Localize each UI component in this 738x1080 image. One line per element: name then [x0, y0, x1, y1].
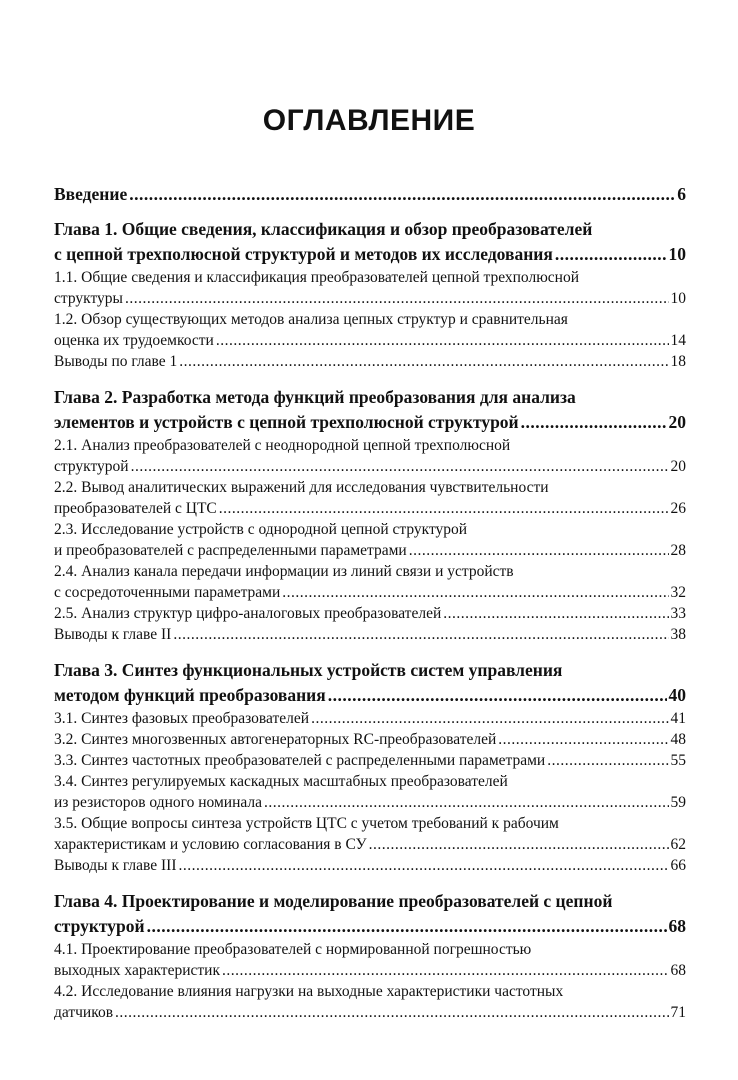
chapter-heading-line[interactable]: [54, 410, 686, 435]
toc-page-number: 66: [670, 857, 686, 874]
toc-page-number: 28: [670, 542, 686, 559]
dot-leader: [173, 624, 668, 645]
toc-section-line[interactable]: [54, 750, 686, 771]
toc-section-line[interactable]: [54, 603, 686, 624]
toc-page-number: 20: [668, 412, 686, 432]
toc-section-line[interactable]: 2.3. Исследование устройств с однородной цепной структурой: [54, 521, 468, 538]
toc-section-text: Выводы по главе 1: [54, 353, 178, 370]
dot-leader: [179, 855, 669, 876]
dot-leader: [498, 729, 668, 750]
dot-leader: [282, 582, 668, 603]
toc-section-line[interactable]: [54, 498, 686, 519]
toc-chapter-2: [54, 385, 686, 645]
toc-section-line[interactable]: 1.2. Обзор существующих методов анализа цепных структур и сравнительная: [54, 311, 568, 328]
toc-section-text: структуры: [54, 290, 123, 307]
toc-section-line[interactable]: [54, 288, 686, 309]
chapter-heading-line[interactable]: [54, 683, 686, 708]
toc-section-text: 3.1. Синтез фазовых преобразователей: [54, 710, 310, 727]
chapter-heading-line[interactable]: Глава 2. Разработка метода функций преобразования для анализа: [54, 387, 576, 407]
toc-page-number: 38: [670, 626, 686, 643]
toc-page-number: 26: [670, 500, 686, 517]
toc-section-line[interactable]: 4.1. Проектирование преобразователей с нормированной погрешностью: [54, 941, 532, 958]
dot-leader: [216, 330, 669, 351]
toc-page-number: 6: [677, 184, 686, 204]
toc-page-number: 18: [670, 353, 686, 370]
toc-section-text: с сосредоточенными параметрами: [54, 584, 281, 601]
toc-section-line[interactable]: [54, 540, 686, 561]
toc-page-number: 68: [668, 916, 686, 936]
toc-section-text: 3.3. Синтез частотных преобразователей с распределенными параметрами: [54, 752, 546, 769]
toc-page-number: 32: [670, 584, 686, 601]
toc-section-line[interactable]: [54, 708, 686, 729]
chapter-heading-line[interactable]: Глава 1. Общие сведения, классификация и обзор преобразователей: [54, 219, 593, 239]
toc-section-line[interactable]: 3.4. Синтез регулируемых каскадных масштабных преобразователей: [54, 773, 508, 790]
toc-section-line[interactable]: [54, 729, 686, 750]
chapter-heading-line[interactable]: Глава 3. Синтез функциональных устройств систем управления: [54, 660, 563, 680]
toc-page-number: 48: [670, 731, 686, 748]
toc-section-text: оценка их трудоемкости: [54, 332, 214, 349]
table-of-contents: [54, 182, 686, 1023]
toc-chapter-3: [54, 658, 686, 876]
chapter-heading-line[interactable]: [54, 242, 686, 267]
toc-section-line[interactable]: [54, 855, 686, 876]
toc-section-line[interactable]: [54, 582, 686, 603]
page-title: ОГЛАВЛЕНИЕ: [262, 104, 476, 137]
dot-leader: [409, 540, 669, 561]
chapter-heading-line[interactable]: [54, 914, 686, 939]
toc-section-text: выходных характеристик: [54, 962, 220, 979]
toc-section-text: из резисторов одного номинала: [54, 794, 263, 811]
toc-page-number: 20: [670, 458, 686, 475]
toc-section-text: преобразователей с ЦТС: [54, 500, 217, 517]
toc-section-line[interactable]: [54, 1002, 686, 1023]
toc-section-text: датчиков: [54, 1004, 114, 1021]
dot-leader: [115, 1002, 668, 1023]
toc-chapter-1: [54, 217, 686, 372]
toc-page-number: 71: [670, 1004, 686, 1021]
toc-section-text: Выводы к главе III: [54, 857, 177, 874]
dot-leader: [219, 498, 669, 519]
toc-page-number: 40: [668, 685, 686, 705]
dot-leader: [131, 456, 669, 477]
dot-leader: [547, 750, 668, 771]
toc-page-number: 14: [670, 332, 686, 349]
toc-section-text: 2.5. Анализ структур цифро-аналоговых преобразователей: [54, 605, 442, 622]
chapter-heading-text: методом функций преобразования: [54, 685, 326, 705]
toc-page-number: 41: [670, 710, 686, 727]
dot-leader: [125, 288, 669, 309]
toc-section-text: характеристикам и условию согласования в СУ: [54, 836, 367, 853]
toc-section-line[interactable]: 4.2. Исследование влияния нагрузки на выходные характеристики частотных: [54, 983, 564, 1000]
dot-leader: [264, 792, 668, 813]
toc-section-line[interactable]: 2.1. Анализ преобразователей с неоднородной цепной трехполюсной: [54, 437, 511, 454]
toc-section-line[interactable]: 3.5. Общие вопросы синтеза устройств ЦТС с учетом требований к рабочим: [54, 815, 559, 832]
chapter-heading-text: элементов и устройств с цепной трехполюсной структурой: [54, 412, 519, 432]
toc-entry-title: Введение: [54, 184, 128, 204]
dot-leader: [521, 410, 667, 435]
toc-section-text: 3.2. Синтез многозвенных автогенераторных RC-преобразователей: [54, 731, 497, 748]
dot-leader: [328, 683, 667, 708]
dot-leader: [129, 182, 675, 207]
toc-section-line[interactable]: [54, 960, 686, 981]
toc-chapter-4: [54, 889, 686, 1023]
toc-section-line[interactable]: [54, 792, 686, 813]
dot-leader: [179, 351, 668, 372]
toc-page-number: 59: [670, 794, 686, 811]
toc-section-line[interactable]: [54, 351, 686, 372]
chapter-heading-text: структурой: [54, 916, 145, 936]
chapter-heading-line[interactable]: Глава 4. Проектирование и моделирование преобразователей с цепной: [54, 891, 613, 911]
toc-page-number: 55: [670, 752, 686, 769]
toc-section-line[interactable]: 2.2. Вывод аналитических выражений для исследования чувствительности: [54, 479, 549, 496]
toc-page-number: 33: [670, 605, 686, 622]
toc-section-text: и преобразователей с распределенными параметрами: [54, 542, 407, 559]
toc-page-number: 10: [670, 290, 686, 307]
toc-page-number: 62: [670, 836, 686, 853]
toc-section-line[interactable]: 2.4. Анализ канала передачи информации из линий связи и устройств: [54, 563, 514, 580]
dot-leader: [443, 603, 668, 624]
toc-page-number: 68: [670, 962, 686, 979]
dot-leader: [147, 914, 667, 939]
dot-leader: [311, 708, 668, 729]
toc-entry-intro[interactable]: [54, 182, 686, 207]
toc-page-number: 10: [668, 244, 686, 264]
toc-section-line[interactable]: [54, 330, 686, 351]
toc-section-text: структурой: [54, 458, 129, 475]
toc-section-text: Выводы к главе II: [54, 626, 172, 643]
toc-section-line[interactable]: [54, 456, 686, 477]
chapter-heading-text: с цепной трехполюсной структурой и методов их исследования: [54, 244, 553, 264]
toc-section-line[interactable]: [54, 624, 686, 645]
dot-leader: [222, 960, 669, 981]
dot-leader: [369, 834, 669, 855]
dot-leader: [555, 242, 667, 267]
toc-section-line[interactable]: [54, 834, 686, 855]
toc-section-line[interactable]: 1.1. Общие сведения и классификация преобразователей цепной трехполюсной: [54, 269, 580, 286]
